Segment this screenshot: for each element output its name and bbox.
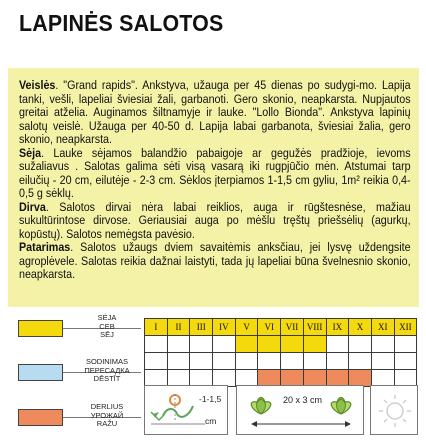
month-header: VI: [258, 319, 281, 336]
section-body: . Salotos užaugs dviem savaitėmis anksčiau, jei lysvę uždengsite agroplėvele. Salotas reikia dažnai laistyti, tada jų lapeliai būna švelnesnio skonio, neapkarsta.: [19, 240, 411, 281]
depth-unit: cm: [205, 416, 217, 426]
section-heading: Patarimas: [19, 240, 71, 254]
month-header: XII: [394, 319, 417, 336]
calendar-cell: [190, 370, 213, 387]
legend-label-line: SODINIMAS: [85, 357, 129, 366]
harvest-row: [145, 370, 417, 387]
depth-box: [144, 385, 228, 435]
legend-label-line: СЕВ: [99, 321, 115, 331]
calendar-cell: [145, 370, 168, 387]
calendar-cell: [349, 336, 372, 353]
spacing-label: 20 x 3 cm: [283, 395, 323, 405]
lettuce-icon-right: [331, 398, 351, 415]
legend-label-line: DERLIUS: [90, 402, 124, 411]
section-body: . "Grand rapids". Ankstyva, užauga per 45 dienas po sudygi-mo. Lapija tanki, vešli, lapeliai šviesiai žali, garbanoti. Gero skonio, neapkarsta. Nupjautos greitai atželia. Auginamos šiltnamyje ir lauke. "Lollo Bionda". Ankstyva lapinių salotų veislė. Užauga per 40-50 d. Lapija labai garbanota, šviesiai žalia, gero skonio, neapkarsta.: [19, 78, 411, 146]
lettuce-icon-left: [251, 398, 271, 415]
plant-spacing-icon: [237, 386, 365, 436]
calendar-cell: [235, 370, 258, 387]
month-header: III: [190, 319, 213, 336]
calendar-cell: [326, 370, 349, 387]
calendar-cell: [303, 370, 326, 387]
month-header: VIII: [303, 319, 326, 336]
description-text: [19, 79, 411, 282]
calendar-cell: [394, 336, 417, 353]
legend-label: [82, 403, 132, 429]
month-header: I: [145, 319, 168, 336]
calendar-cell: [235, 336, 258, 353]
month-header: X: [349, 319, 372, 336]
calendar-cell: [190, 353, 213, 370]
calendar-cell: [371, 370, 394, 387]
legend-label-line: DĒSTĪT: [93, 374, 121, 384]
planting-row: [145, 353, 417, 370]
page-title: LAPINĖS SALOTOS: [19, 10, 224, 36]
legend-label-line: SĖJA: [97, 313, 117, 322]
month-header: IV: [213, 319, 236, 336]
section-paragraph: [19, 79, 411, 147]
section-body: . Salotos dirvai nėra labai reiklios, auga ir rūgštesnėse, mažiau sukultūrintose dirvose. Geriausiai auga po mėšlu tręštų priešsėlių (agurkų, kopūstų). Salotos nemėgsta pavėsio.: [19, 199, 411, 241]
calendar-cell: [349, 370, 372, 387]
month-header: IX: [326, 319, 349, 336]
legend-label-line: SĒJ: [100, 330, 114, 340]
section-heading: Dirva: [19, 199, 46, 214]
calendar-cell: [190, 336, 213, 353]
calendar-cell: [281, 336, 304, 353]
section-paragraph: [19, 147, 411, 201]
calendar-cell: [145, 353, 168, 370]
calendar-cell: [167, 353, 190, 370]
growing-calendar: [144, 318, 417, 387]
calendar-cell: [235, 353, 258, 370]
calendar-cell: [326, 353, 349, 370]
sowing-row: [145, 336, 417, 353]
month-header: VII: [281, 319, 304, 336]
calendar-cell: [394, 370, 417, 387]
calendar-cell: [213, 353, 236, 370]
calendar-cell: [371, 336, 394, 353]
section-heading: Sėja: [19, 145, 42, 160]
section-paragraph: [19, 201, 411, 242]
calendar-cell: [281, 353, 304, 370]
calendar-cell: [371, 353, 394, 370]
legend-swatch: [18, 320, 63, 337]
calendar-cell: [258, 353, 281, 370]
legend-label: [82, 358, 132, 384]
legend-label: [82, 314, 132, 340]
month-header: XI: [371, 319, 394, 336]
calendar-cell: [213, 370, 236, 387]
section-body: . Lauke sėjamos balandžio pabaigoje ar gegužės pradžioje, ievoms sužaliavus . Salotas galima sėti visą vasarą iki rugpjūčio mėn. Atstumai tarp eilučių - 20 cm, eilutėje - 2-3 cm. Sėklos įterpiamos 1-1,5 cm gyliu, 1m² reikia 0,4-0,5 g sėklų.: [19, 145, 411, 200]
calendar-cell: [213, 336, 236, 353]
calendar-cell: [167, 370, 190, 387]
legend-label-line: УРОЖАЙ: [90, 410, 124, 420]
sun-icon: [371, 386, 419, 436]
legend-swatch: [18, 409, 63, 426]
calendar-cell: [258, 336, 281, 353]
section-heading: Veislės: [19, 78, 56, 92]
calendar-cell: [349, 353, 372, 370]
legend-swatch: [18, 364, 63, 381]
month-header: II: [167, 319, 190, 336]
calendar-cell: [167, 336, 190, 353]
calendar-cell: [281, 370, 304, 387]
calendar-cell: [303, 353, 326, 370]
month-header: V: [235, 319, 258, 336]
section-paragraph: [19, 241, 411, 282]
legend-label-line: RAŽU: [96, 419, 118, 429]
calendar-cell: [303, 336, 326, 353]
spacing-box: [236, 385, 364, 435]
calendar-cell: [326, 336, 349, 353]
calendar-cell: [394, 353, 417, 370]
legend-label-line: ПЕРЕСАДКА: [84, 365, 130, 375]
calendar-cell: [258, 370, 281, 387]
depth-label: -1-1,5: [199, 394, 222, 404]
calendar-cell: [145, 336, 168, 353]
sun-box: [370, 385, 418, 435]
